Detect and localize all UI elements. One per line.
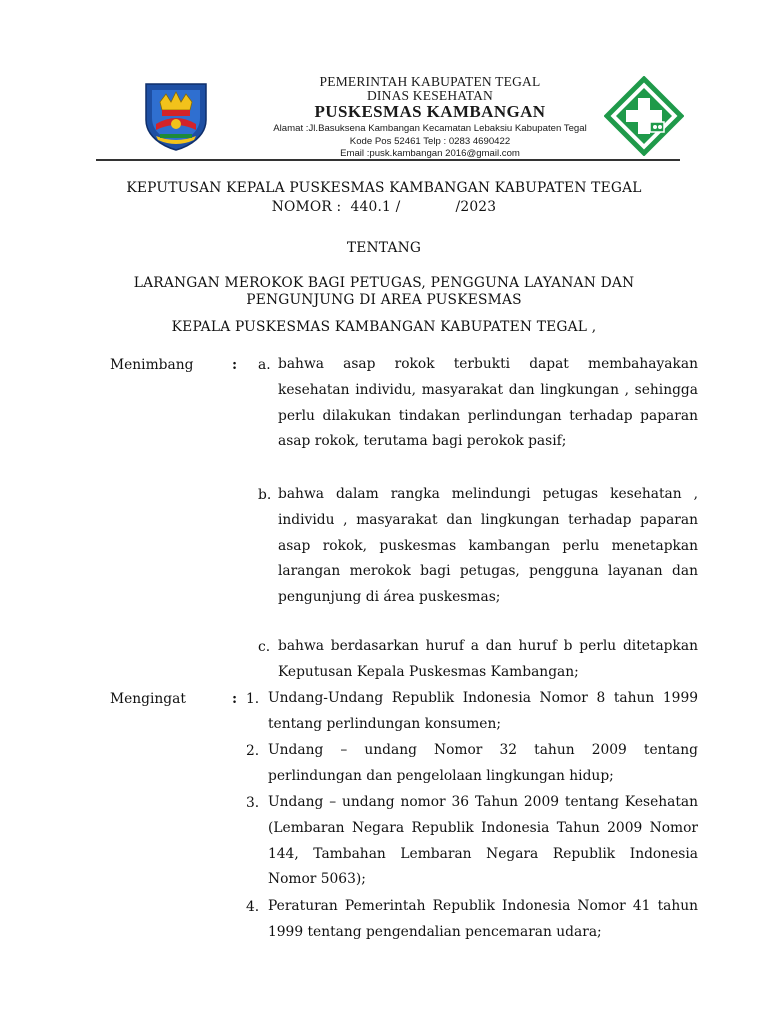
menimbang-item-c: bahwa berdasarkan huruf a dan huruf b perlu ditetapkan Keputusan Kepala Puskesmas Kambangan; <box>278 638 698 680</box>
decree-subject-line2: PENGUNJUNG DI AREA PUSKESMAS <box>246 292 522 308</box>
decree-number: NOMOR : 440.1 / /2023 <box>271 199 497 215</box>
letterhead-address: Alamat :Jl.Basuksena Kambangan Kecamatan Lebaksiu Kabupaten Tegal <box>273 123 587 134</box>
mengingat-marker-2: 2. <box>246 743 260 759</box>
menimbang-marker-a: a. <box>258 357 271 373</box>
menimbang-marker-c: c. <box>258 639 271 655</box>
menimbang-marker-b: b. <box>258 487 272 503</box>
letterhead-email: Email :pusk.kambangan 2016@gmail.com <box>340 148 520 159</box>
mengingat-colon: : <box>232 691 238 707</box>
mengingat-item-3: Undang – undang nomor 36 Tahun 2009 tentang Kesehatan (Lembaran Negara Republik Indonesia Tahun 2009 Nomor 144, Tambahan Lembaran Negara Republik Indonesia Nomor 5063); <box>268 794 698 888</box>
mengingat-item-4: Peraturan Pemerintah Republik Indonesia Nomor 41 tahun 1999 tentang pengendalian pencemaran udara; <box>268 898 698 940</box>
letterhead <box>130 68 682 162</box>
decree-title: KEPUTUSAN KEPALA PUSKESMAS KAMBANGAN KABUPATEN TEGAL <box>126 180 642 196</box>
mengingat-item-1: Undang-Undang Republik Indonesia Nomor 8 tahun 1999 tentang perlindungan konsumen; <box>268 690 698 732</box>
letterhead-divider <box>96 159 680 161</box>
puskesmas-cross-logo-icon <box>604 76 684 156</box>
kabupaten-tegal-emblem-icon <box>140 80 212 152</box>
mengingat-item-2: Undang – undang Nomor 32 tahun 2009 tentang perlindungan dan pengelolaan lingkungan hidup; <box>268 742 698 784</box>
decree-subject-line1: LARANGAN MEROKOK BAGI PETUGAS, PENGGUNA LAYANAN DAN <box>133 275 635 291</box>
tentang-heading: TENTANG <box>346 240 422 256</box>
menimbang-colon: : <box>232 357 238 373</box>
mengingat-marker-1: 1. <box>246 691 260 707</box>
menimbang-item-b: bahwa dalam rangka melindungi petugas kesehatan , individu , masyarakat dan lingkungan terhadap paparan asap rokok, puskesmas kambangan perlu menetapkan larangan merokok bagi petugas, pengguna layanan dan pengunjung di área puskesmas; <box>278 486 698 606</box>
letterhead-institution: PUSKESMAS KAMBANGAN <box>314 102 546 121</box>
mengingat-marker-4: 4. <box>246 899 260 915</box>
letterhead-department: DINAS KESEHATAN <box>366 88 494 103</box>
menimbang-label: Menimbang <box>110 357 194 373</box>
letterhead-government: PEMERINTAH KABUPATEN TEGAL <box>319 74 541 89</box>
letterhead-postal-phone: Kode Pos 52461 Telp : 0283 4690422 <box>349 136 511 147</box>
decree-authority: KEPALA PUSKESMAS KAMBANGAN KABUPATEN TEGAL , <box>171 319 597 335</box>
menimbang-item-a: bahwa asap rokok terbukti dapat membahayakan kesehatan individu, masyarakat dan lingkungan , sehingga perlu dilakukan tindakan perlindungan terhadap paparan asap rokok, terutama bagi perokok pasif; <box>278 356 698 450</box>
mengingat-label: Mengingat <box>110 691 186 707</box>
mengingat-marker-3: 3. <box>246 795 260 811</box>
